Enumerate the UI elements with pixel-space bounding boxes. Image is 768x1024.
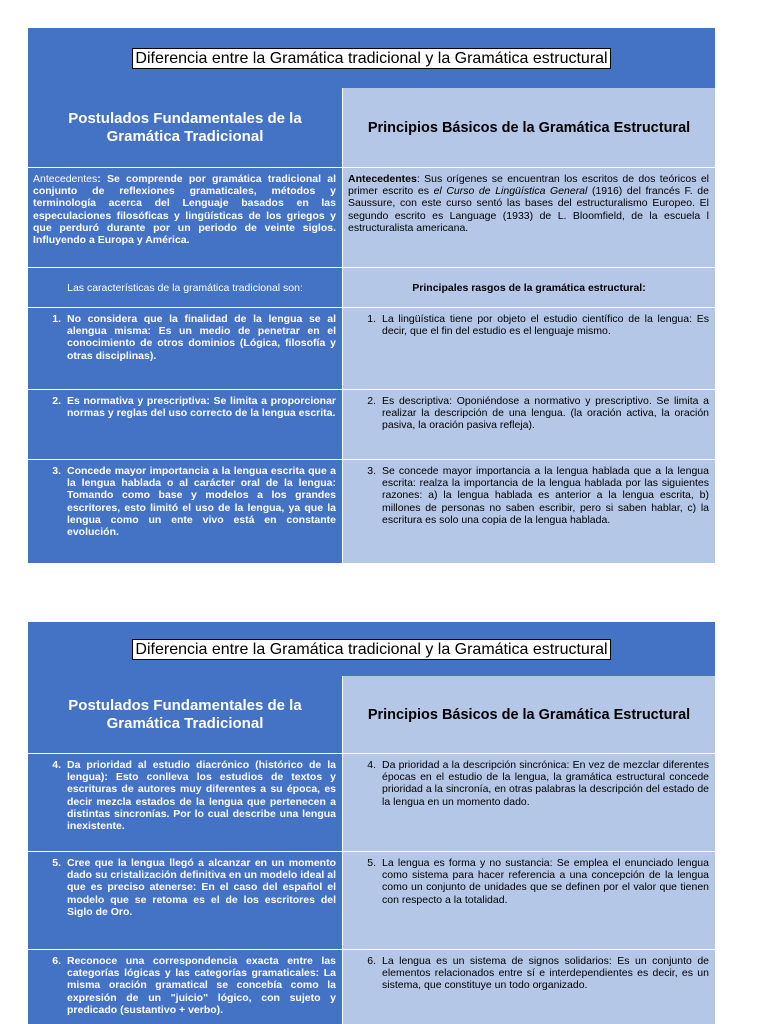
item-text: Cree que la lengua llegó a alcanzar en un momento dado su cristalización definitiva en un modelo ideal al que es preciso atenerse: En el caso del español el modelo que se retoma es el de los escritores del Siglo de Oro. <box>67 857 336 918</box>
header-row <box>28 88 715 168</box>
right-item-cell <box>343 852 715 950</box>
left-column-header: Postulados Fundamentales de la Gramática Tradicional <box>28 88 343 168</box>
antecedentes-right-cell <box>343 168 715 268</box>
item-text: Se concede mayor importancia a la lengua hablada que a la lengua escrita: realza la importancia de la lengua hablada por las siguientes razones: a) la lengua hablada es anterior a la lengua escrita, b) millones de personas no saben escribir, pero si saben hablar, c) la escritura es solo una copia de la lengua hablada. <box>382 465 709 526</box>
item-text: Da prioridad a la descripción sincrónica: En vez de mezclar diferentes épocas en el estudio de la lengua, la gramática estructural concede prioridad a la sincronía, en otras palabras la descripción del estado de la lengua en un momento dado. <box>382 759 709 808</box>
table-row <box>28 852 715 950</box>
characteristics-row <box>28 268 715 308</box>
item-text: Es normativa y prescriptiva: Se limita a proporcionar normas y reglas del uso correcto de la lengua escrita. <box>67 395 336 420</box>
item-number: 1. <box>52 313 61 325</box>
item-text: No considera que la finalidad de la lengua se al alengua misma: Es un medio de penetrar en el conocimiento de otros dominios (Lógica, filosofía y otras disciplinas). <box>67 313 336 362</box>
table-row <box>28 390 715 460</box>
table-title: Diferencia entre la Gramática tradicional y la Gramática estructural <box>132 48 610 69</box>
antecedentes-row <box>28 168 715 268</box>
table-title-row <box>28 622 715 677</box>
comparison-table-1 <box>28 28 715 564</box>
item-number: 2. <box>367 395 376 407</box>
characteristics-left: Las características de la gramática tradicional son: <box>28 268 343 308</box>
item-text: Reconoce una correspondencia exacta entre las categorías lógicas y las categorías gramaticales: La misma oración gramatical se concebía como la expresión de un "juicio" lógico, con sujeto y predicado (sustantivo + verbo). <box>67 955 336 1016</box>
antecedentes-label: Antecedentes <box>33 173 98 185</box>
item-number: 6. <box>52 955 61 967</box>
table-title-row <box>28 28 715 89</box>
table-row <box>28 754 715 852</box>
item-text: Concede mayor importancia a la lengua escrita que a la lengua hablada o al carácter oral de la lengua: Tomando como base y modelos a los grandes escritores, esto limitó el uso de la lengua, ya que la lengua como un ente vivo está en constante evolución. <box>67 465 336 539</box>
item-number: 5. <box>367 857 376 869</box>
item-number: 3. <box>367 465 376 477</box>
antecedentes-left-cell <box>28 168 343 268</box>
table-row <box>28 460 715 564</box>
item-number: 5. <box>52 857 61 869</box>
table-row <box>28 308 715 390</box>
table-row <box>28 950 715 1024</box>
item-number: 4. <box>367 759 376 771</box>
left-item-cell <box>28 390 343 460</box>
left-item-cell <box>28 460 343 564</box>
item-text: La lengua es forma y no sustancia: Se emplea el enunciado lengua como sistema para hacer referencia a una concepción de la lengua como un conjunto de unidades que se definen por el valor que tienen con respecto a la totalidad. <box>382 857 709 906</box>
antecedentes-text: : Sus orígenes se encuentran los escritos de dos teóricos el primer escrito es <box>348 173 709 198</box>
item-text: La lengua es un sistema de signos solidarios: Es un conjunto de elementos relacionados entre sí e interdependientes es decir, es un sistema, que constituye un todo organizado. <box>382 955 709 992</box>
left-item-cell <box>28 754 343 852</box>
item-text: Da prioridad al estudio diacrónico (histórico de la lengua): Esto conlleva los estudios de textos y escrituras de autores muy diferentes a su época, es decir mezcla estados de la lengua que pertenecen a distintas sincronías. Por lo cual describe una lengua inexistente. <box>67 759 336 833</box>
right-item-cell <box>343 460 715 564</box>
right-item-cell <box>343 390 715 460</box>
antecedentes-text-cont: (1916) del francés F. de Saussure, con este curso sentó las bases del estructuralismo Europeo. El segundo escrito es Language (1933) de L. Bloomfield, de la escuela l estructuralista americana. <box>348 185 709 234</box>
header-row <box>28 676 715 754</box>
item-text: La lingüística tiene por objeto el estudio científico de la lengua: Es decir, que el fin del estudio es el lenguaje mismo. <box>382 313 709 338</box>
characteristics-right: Principales rasgos de la gramática estructural: <box>343 268 715 308</box>
book-title: el Curso de Lingüística General <box>433 185 588 198</box>
item-number: 2. <box>52 395 61 407</box>
item-number: 4. <box>52 759 61 771</box>
item-number: 6. <box>367 955 376 967</box>
right-item-cell <box>343 754 715 852</box>
antecedentes-label: Antecedentes <box>348 173 417 185</box>
right-column-header: Principios Básicos de la Gramática Estructural <box>343 676 715 754</box>
item-text: Es descriptiva: Oponiéndose a normativo y prescriptivo. Se limita a realizar la descripción de una lengua. (la oración activa, la oración pasiva, la oración pasiva refleja). <box>382 395 709 432</box>
table-title: Diferencia entre la Gramática tradicional y la Gramática estructural <box>132 639 610 660</box>
item-number: 1. <box>367 313 376 325</box>
right-item-cell <box>343 308 715 390</box>
right-item-cell <box>343 950 715 1024</box>
antecedentes-text: : Se comprende por gramática tradicional al conjunto de reflexiones gramaticales, métodos y terminología acerca del Lenguaje basados en las especulaciones filosóficas y lingüísticas de los griegos y que perduró durante por un periodo de veinte siglos. Influyendo a Europa y América. <box>33 173 336 247</box>
left-item-cell <box>28 950 343 1024</box>
left-item-cell <box>28 852 343 950</box>
right-column-header: Principios Básicos de la Gramática Estructural <box>343 88 715 168</box>
left-item-cell <box>28 308 343 390</box>
left-column-header: Postulados Fundamentales de la Gramática Tradicional <box>28 676 343 754</box>
item-number: 3. <box>52 465 61 477</box>
comparison-table-2 <box>28 622 715 1024</box>
